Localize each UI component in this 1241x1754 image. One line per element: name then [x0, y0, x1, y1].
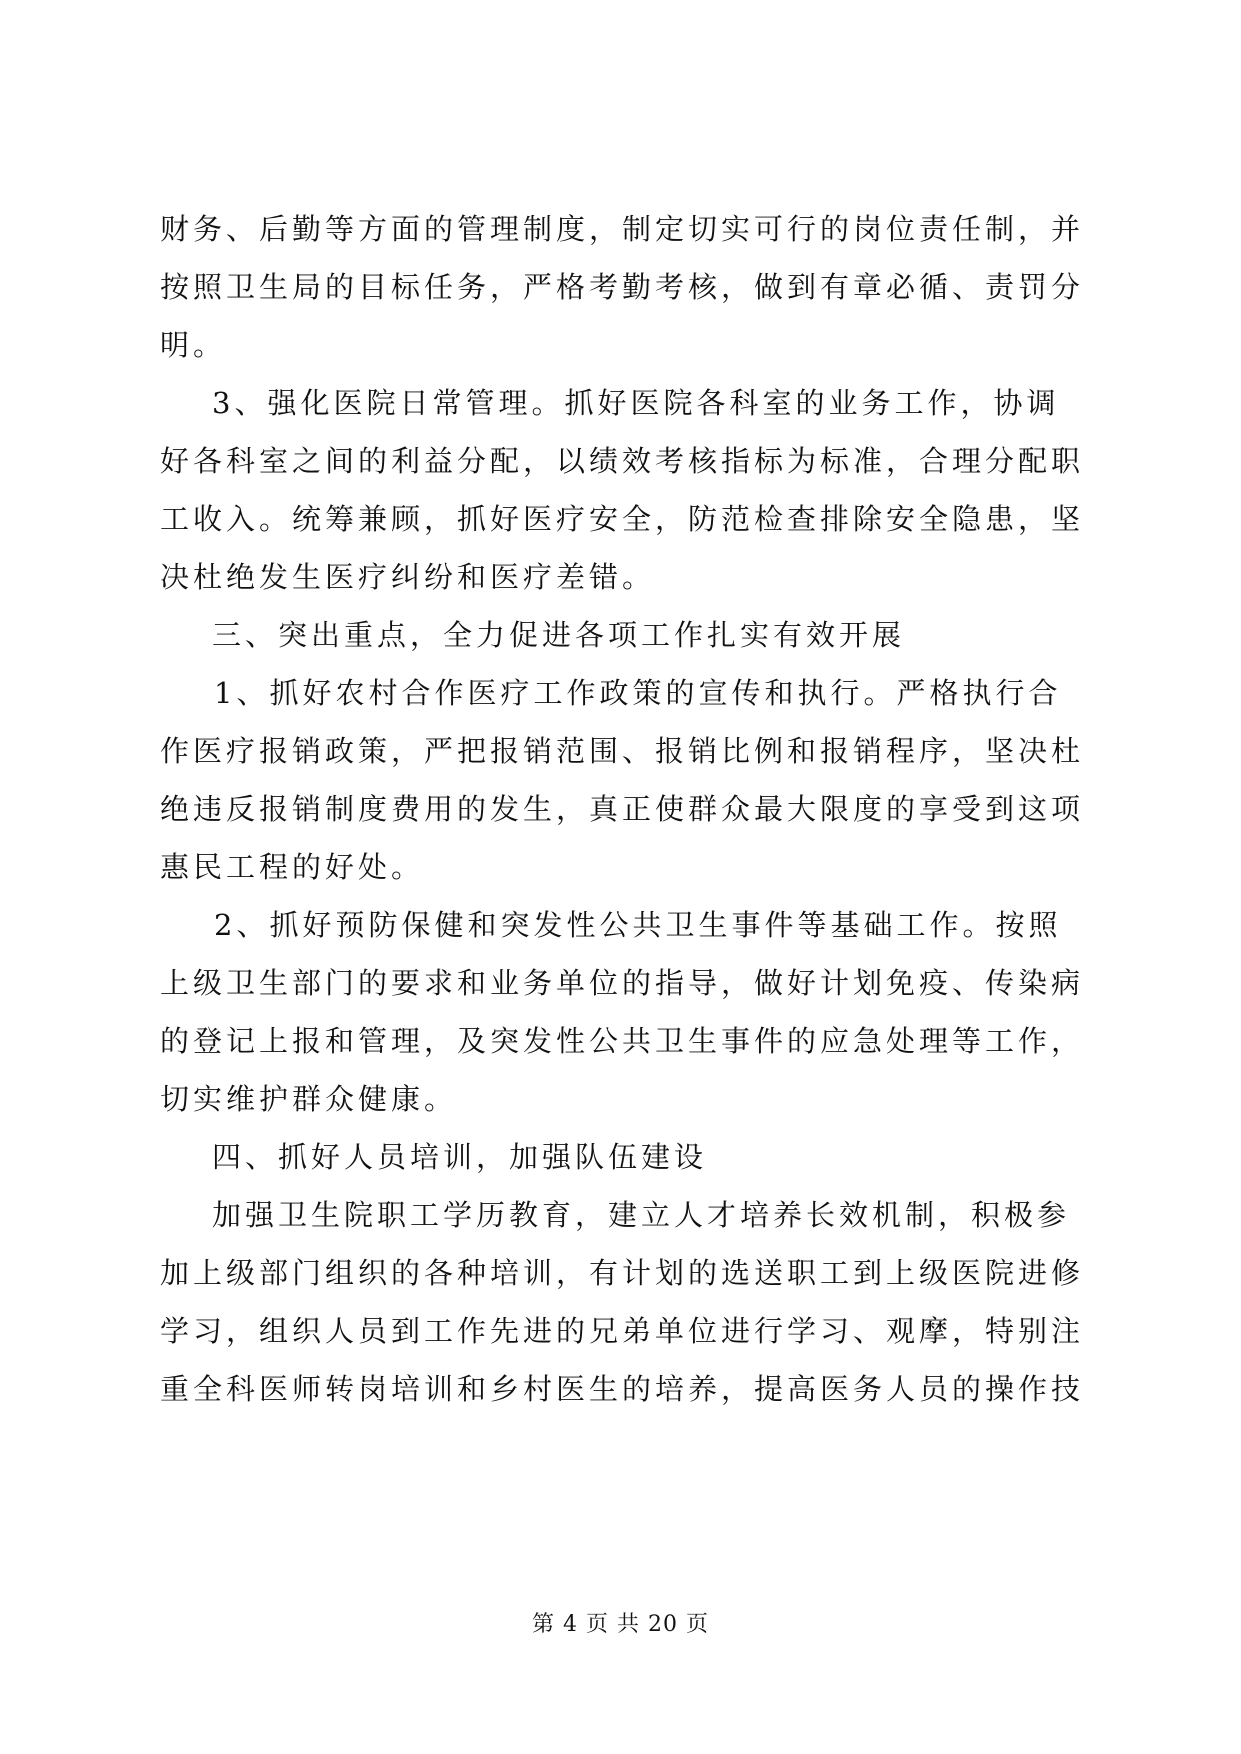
body-line: 切实维护群众健康。: [160, 1082, 458, 1116]
body-line: 决杜绝发生医疗纠纷和医疗差错。: [160, 560, 656, 594]
body-line: 按照卫生局的目标任务，严格考勤考核，做到有章必循、责罚分: [160, 270, 1085, 304]
body-line: 财务、后勤等方面的管理制度，制定切实可行的岗位责任制，并: [160, 212, 1085, 246]
page-footer: 第 4 页 共 20 页: [532, 1612, 709, 1637]
section-heading: 三、突出重点，全力促进各项工作扎实有效开展: [212, 618, 906, 652]
body-line: 重全科医师转岗培训和乡村医生的培养，提高医务人员的操作技: [160, 1372, 1085, 1406]
body-line: 上级卫生部门的要求和业务单位的指导，做好计划免疫、传染病: [160, 966, 1085, 1000]
body-line: 1、抓好农村合作医疗工作政策的宣传和执行。严格执行合: [214, 676, 1062, 710]
body-line: 作医疗报销政策，严把报销范围、报销比例和报销程序，坚决杜: [160, 734, 1085, 768]
body-line: 惠民工程的好处。: [160, 850, 425, 884]
body-line: 绝违反报销制度费用的发生，真正使群众最大限度的享受到这项: [160, 792, 1085, 826]
body-line: 明。: [160, 328, 227, 362]
body-line: 的登记上报和管理，及突发性公共卫生事件的应急处理等工作，: [160, 1024, 1085, 1058]
body-line: 2、抓好预防保健和突发性公共卫生事件等基础工作。按照: [214, 908, 1062, 942]
body-line: 好各科室之间的利益分配，以绩效考核指标为标准，合理分配职: [160, 444, 1085, 478]
body-line: 加强卫生院职工学历教育，建立人才培养长效机制，积极参: [212, 1198, 1071, 1232]
body-line: 3、强化医院日常管理。抓好医院各科室的业务工作，协调: [212, 386, 1060, 420]
body-line: 加上级部门组织的各种培训，有计划的选送职工到上级医院进修: [160, 1256, 1085, 1290]
body-line: 工收入。统筹兼顾，抓好医疗安全，防范检查排除安全隐患，坚: [160, 502, 1085, 536]
body-line: 学习，组织人员到工作先进的兄弟单位进行学习、观摩，特别注: [160, 1314, 1085, 1348]
section-heading: 四、抓好人员培训，加强队伍建设: [212, 1140, 708, 1174]
